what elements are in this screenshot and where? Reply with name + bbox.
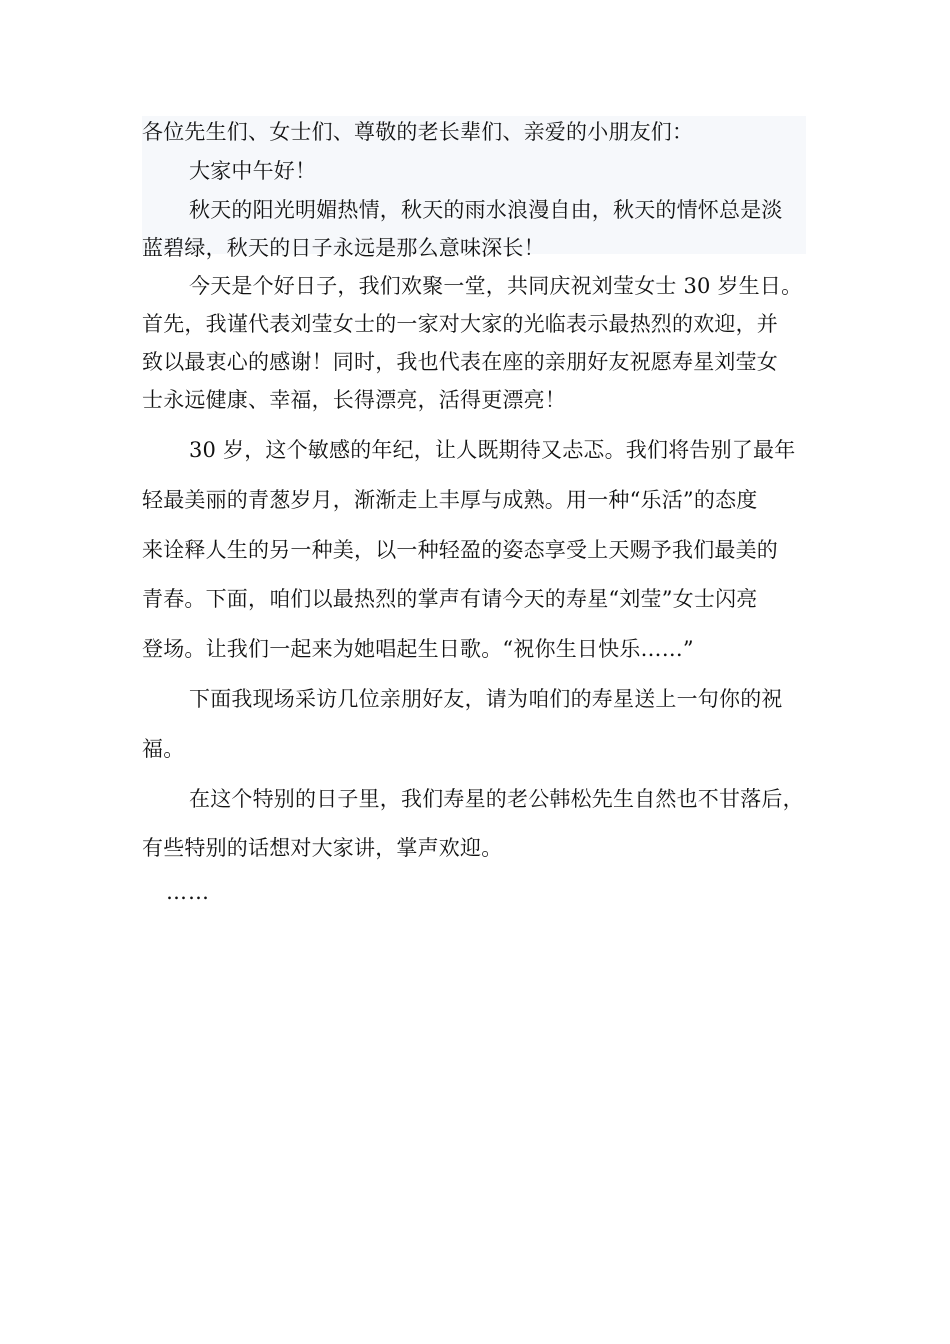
thirty-line-2: 轻最美丽的青葱岁月，渐渐走上丰厚与成熟。用一种“乐活”的态度 [142, 488, 758, 512]
ellipsis-line: …… [166, 880, 210, 904]
husband-line-2: 有些特别的话想对大家讲，掌声欢迎。 [142, 836, 503, 860]
intro-line-2: 首先，我谨代表刘莹女士的一家对大家的光临表示最热烈的欢迎，并 [142, 312, 778, 336]
greeting-line: 各位先生们、女士们、尊敬的老长辈们、亲爱的小朋友们： [142, 120, 694, 144]
autumn-line-2: 蓝碧绿，秋天的日子永远是那么意味深长！ [142, 236, 545, 260]
thirty-line-1: 30 岁，这个敏感的年纪，让人既期待又忐忑。我们将告别了最年 [189, 438, 796, 462]
intro-line-4: 士永远健康、幸福，长得漂亮，活得更漂亮！ [142, 388, 566, 412]
thirty-line-4: 青春。下面，咱们以最热烈的掌声有请今天的寿星“刘莹”女士闪亮 [142, 587, 758, 611]
interview-line-1: 下面我现场采访几位亲朋好友，请为咱们的寿星送上一句你的祝 [189, 687, 783, 711]
interview-line-2: 福。 [142, 737, 185, 761]
autumn-line-1: 秋天的阳光明媚热情，秋天的雨水浪漫自由，秋天的情怀总是淡 [189, 198, 783, 222]
intro-line-1: 今天是个好日子，我们欢聚一堂，共同庆祝刘莹女士 30 岁生日。 [189, 274, 803, 298]
husband-line-1: 在这个特别的日子里，我们寿星的老公韩松先生自然也不甘落后， [189, 787, 804, 811]
thirty-line-5: 登场。让我们一起来为她唱起生日歌。“祝你生日快乐……” [142, 637, 694, 661]
intro-line-3: 致以最衷心的感谢！同时，我也代表在座的亲朋好友祝愿寿星刘莹女 [142, 350, 778, 374]
thirty-line-3: 来诠释人生的另一种美，以一种轻盈的姿态享受上天赐予我们最美的 [142, 538, 778, 562]
good-noon-line: 大家中午好！ [189, 159, 317, 183]
